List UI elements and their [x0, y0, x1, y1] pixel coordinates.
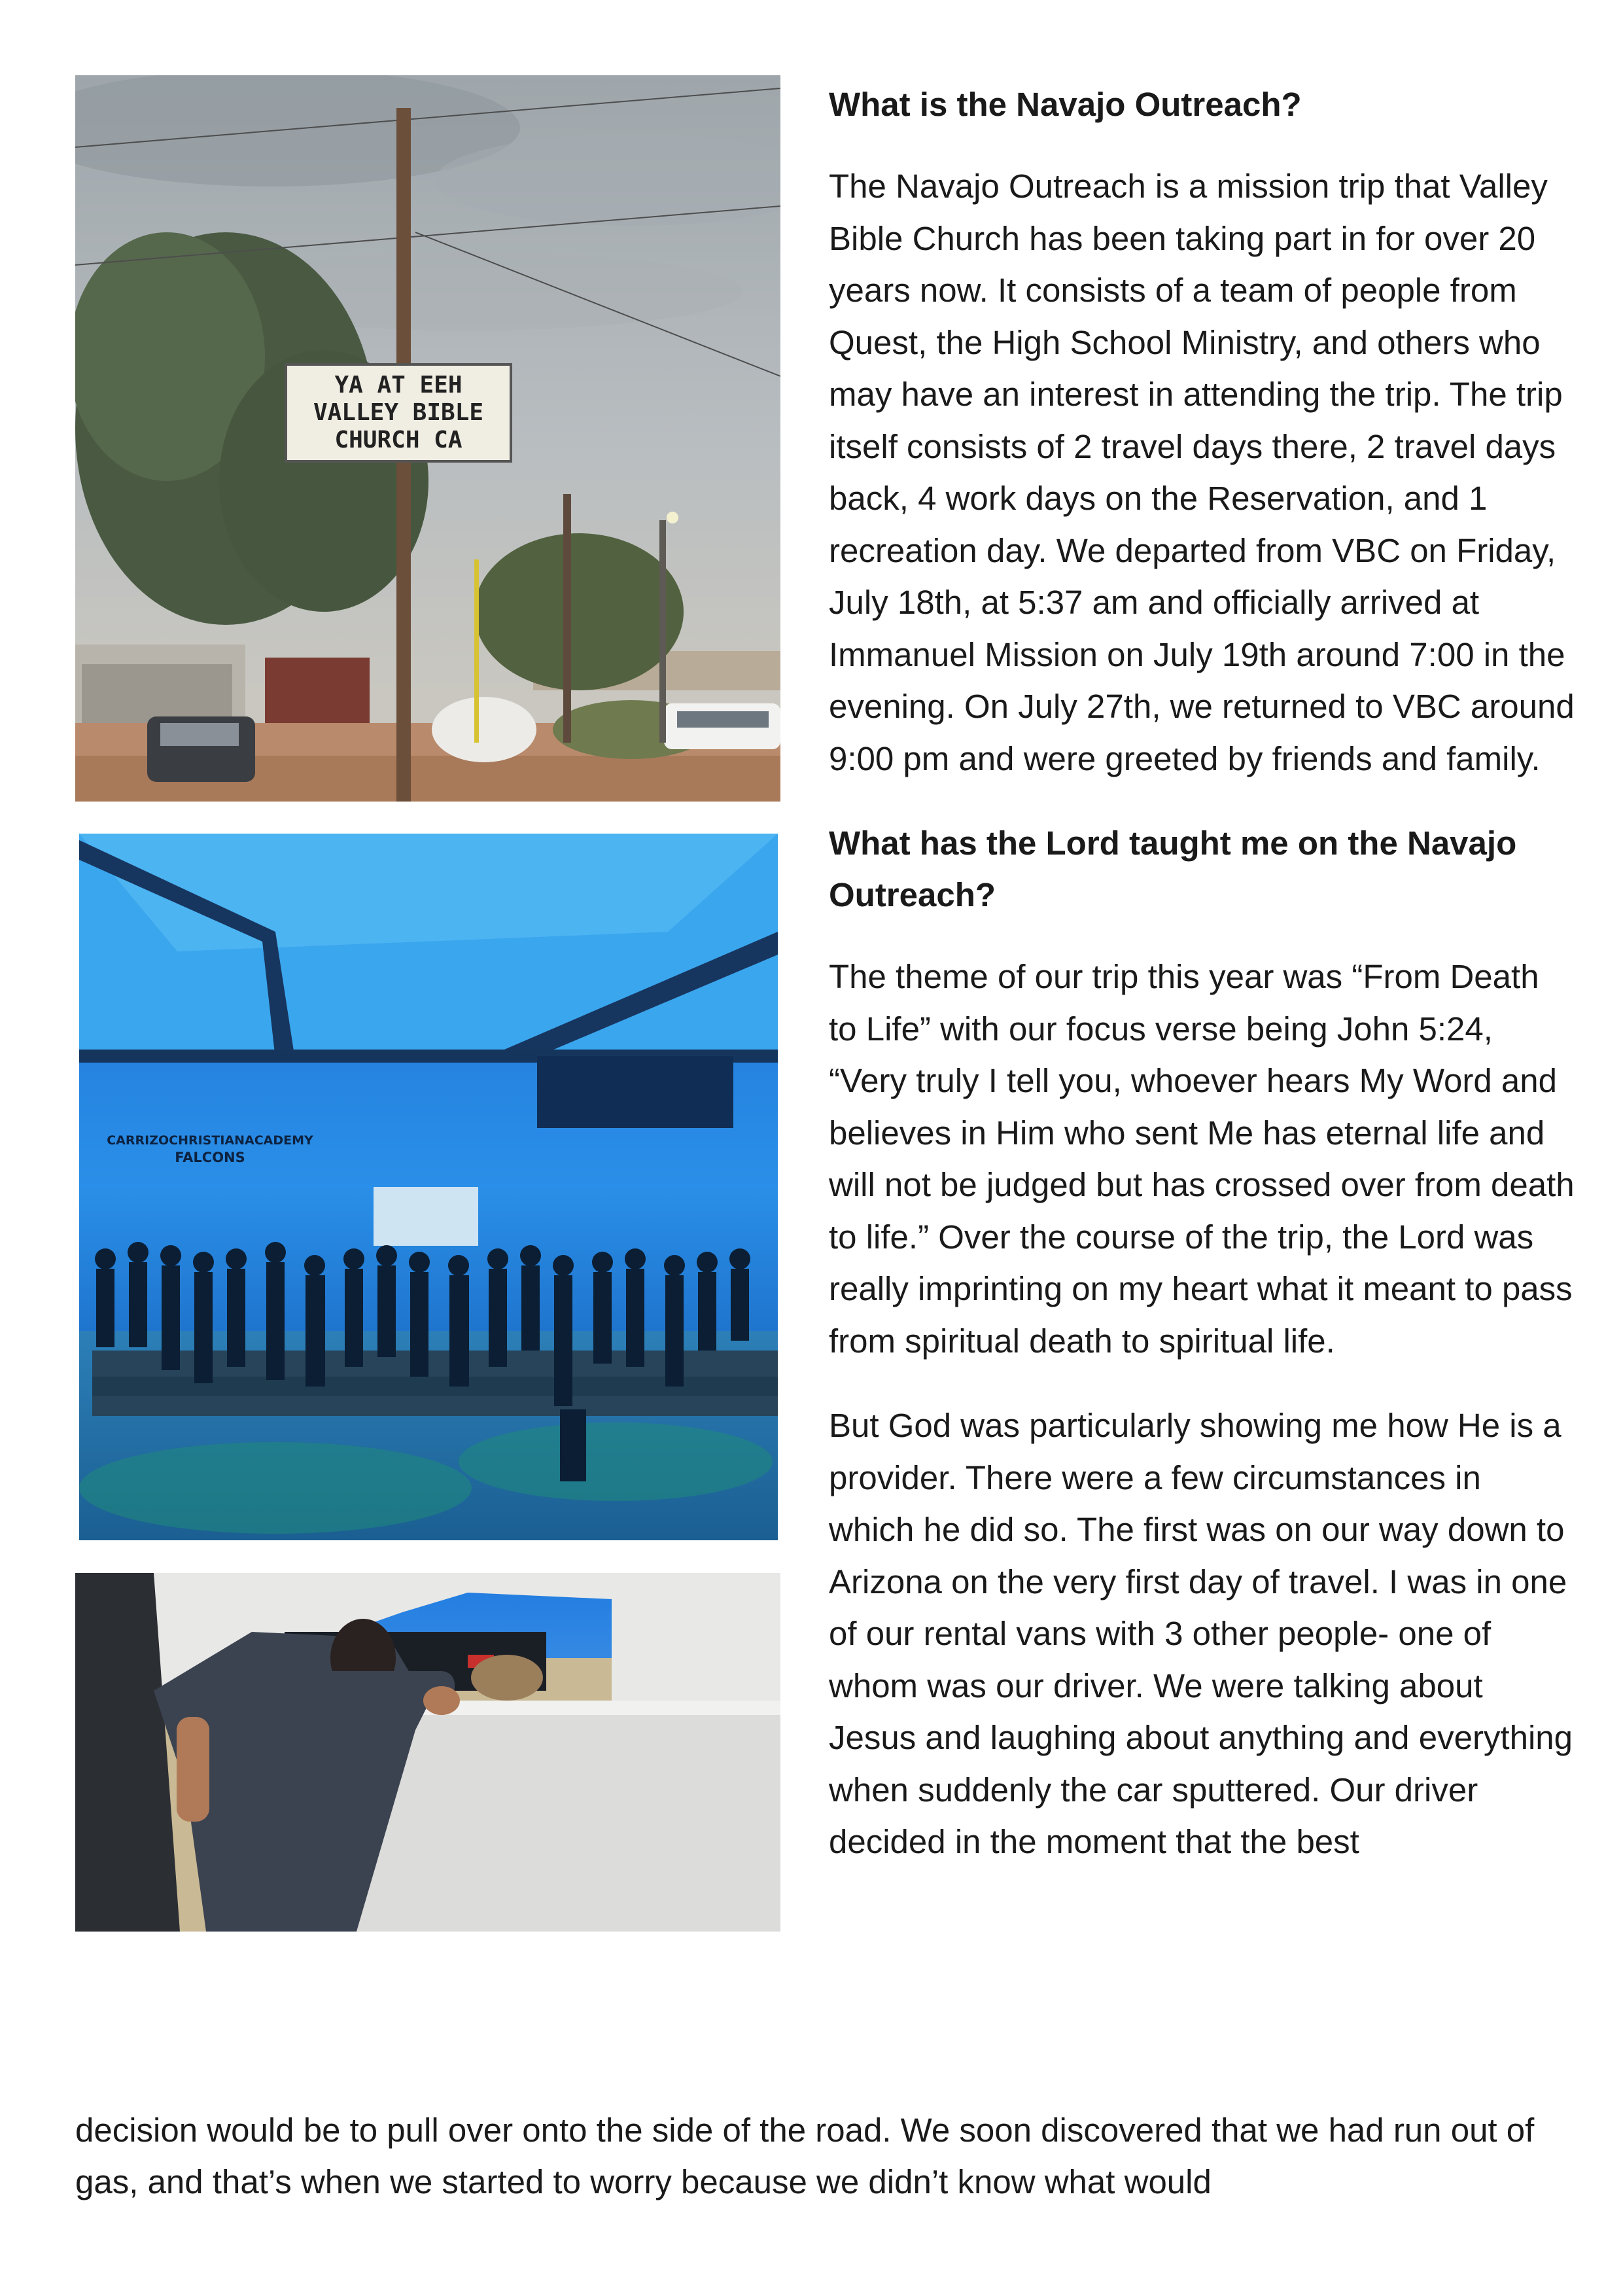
truck-embrace-photo	[75, 1573, 780, 1932]
article-column	[829, 79, 1575, 1901]
paragraph-theme: The theme of our trip this year was “From Death to Life” with our focus verse being John 5:24, “Very truly I tell you, whoever hears My Word and believes in Him who sent Me has eternal life and will not be judged but has crossed over from death to life.” Over the course of the trip, the Lord was really imprinting on my heart what it meant to pass from spiritual death to spiritual life.	[829, 958, 1575, 1360]
gym-banner-line-1: CARRIZOCHRISTIANACADEMY	[107, 1133, 313, 1148]
sign-line-3: CHURCH CA	[334, 427, 462, 453]
section-heading-outreach: What is the Navajo Outreach?	[829, 86, 1302, 123]
gym-banner-line-2: FALCONS	[175, 1150, 245, 1165]
section-heading-lessons: What has the Lord taught me on the Navajo Outreach?	[829, 824, 1517, 913]
church-sign-photo	[75, 75, 780, 802]
sign-line-2: VALLEY BIBLE	[313, 399, 484, 426]
sign-line-1: YA AT EEH	[334, 372, 462, 398]
paragraph-continuation: decision would be to pull over onto the side of the road. We soon discovered that we had run out of gas, and that’s when we started to worry because we didn’t know what would	[75, 2111, 1535, 2200]
gym-worship-photo	[79, 834, 778, 1540]
paragraph-outreach-description: The Navajo Outreach is a mission trip that Valley Bible Church has been taking part in for over 20 years now. It consists of a team of people from Quest, the High School Ministry, and others who may have an interest in attending the trip. The trip itself consists of 2 travel days there, 2 travel days back, 4 work days on the Reservation, and 1 recreation day. We departed from VBC on Friday, July 18th, at 5:37 am and officially arrived at Immanuel Mission on July 19th around 7:00 in the evening. On July 27th, we returned to VBC around 9:00 pm and were greeted by friends and family.	[829, 168, 1575, 777]
paragraph-provider: But God was particularly showing me how He is a provider. There were a few circumstances in which he did so. The first was on our way down to Arizona on the very first day of travel. I was in one of our rental vans with 3 other people- one of whom was our driver. We were talking about Jesus and laughing about anything and everything when suddenly the car sputtered. Our driver decided in the moment that the best	[829, 1407, 1573, 1860]
